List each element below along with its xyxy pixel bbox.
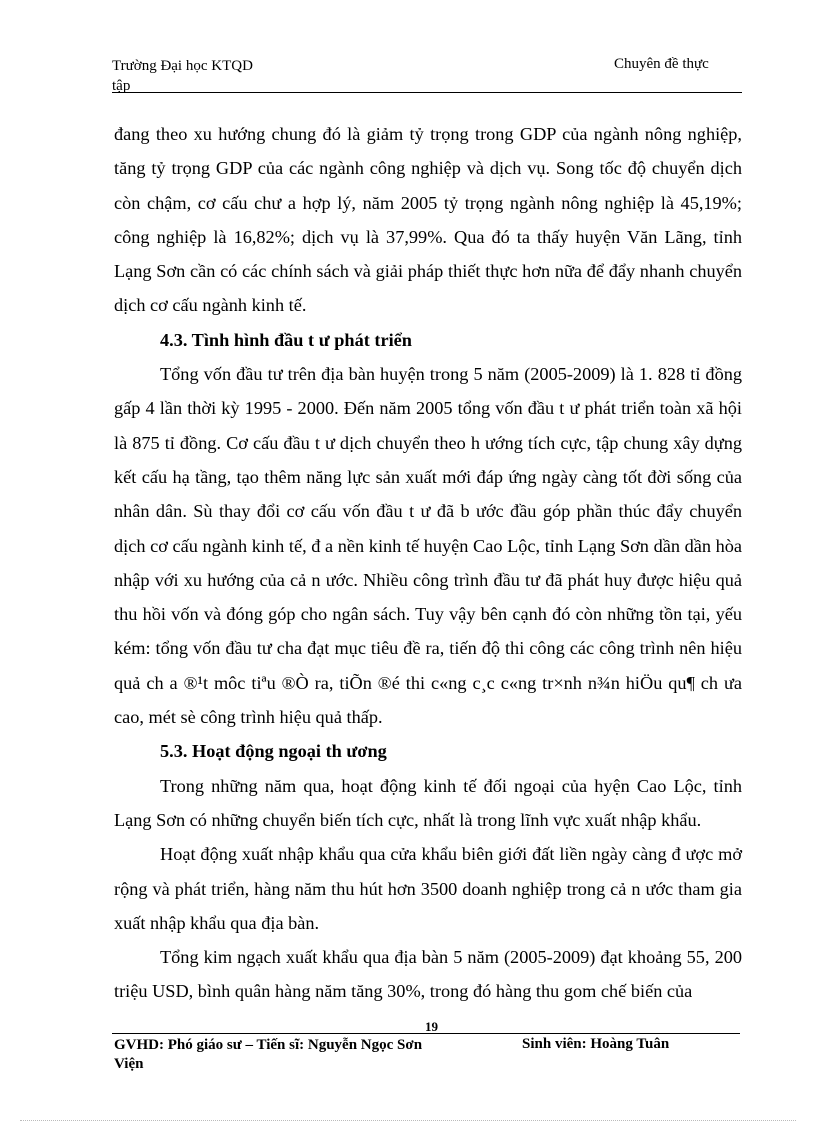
paragraph-investment: Tổng vốn đầu tư trên địa bàn huyện trong 5 năm (2005-2009) là 1. 828 tỉ đồng gấp 4 lần thời kỳ 1995 - 2000. Đến năm 2005 tổng vốn đầu t ư phát triển toàn xã hội là 875 tỉ đồng. Cơ cấu đầu t ư dịch chuyển theo h ướng tích cực, tập chung xây dựng kết cấu hạ tầng, tạo thêm năng lực sản xuất mới đáp ứng ngày càng tốt đời sống của nhân dân. Sù thay đổi cơ cấu vốn đầu t ư đã b ước đầu góp phần thúc đẩy chuyển dịch cơ cấu ngành kinh tế, đ a nền kinh tế huyện Cao Lộc, tỉnh Lạng Sơn dần dần hòa nhập với xu hướng của cả n ước. Nhiều công trình đầu tư đã phát huy được hiệu quả thu hồi vốn và đóng góp cho ngân sách. Tuy vậy bên cạnh đó còn những tồn tại, yếu kém: tổng vốn đầu tư cha đạt mục tiêu đề ra, tiến độ thi công các công trình nên hiệu quả ch a ®¹t môc tiªu ®Ò ra, tiÕn ®é thi c«ng c¸c c«ng tr×nh n¾n hiÖu qu¶ ch ưa cao, mét sè công trình hiệu quả thấp. [114,364,742,728]
paragraph-import-export: Hoạt động xuất nhập khẩu qua cửa khẩu biên giới đất liền ngày càng đ ược mở rộng và phát triển, hàng năm thu hút hơn 3500 doanh nghiệp trong cả n ước tham gia xuất nhập khẩu qua địa bàn. [114,844,742,933]
section-heading-foreign-trade: 5.3. Hoạt động ngoại th ương [160,741,387,762]
footer-supervisor: GVHD: Phó giáo sư – Tiến sĩ: Nguyễn Ngọc Sơn [114,1037,423,1053]
footer-student: Sinh viên: Hoàng Tuân [522,1036,670,1052]
footer-left-continuation: Viện [114,1056,144,1072]
document-body [114,117,742,1009]
footer-divider [112,1033,740,1034]
header-school-name: Trường Đại học KTQD [112,58,253,74]
paragraph-continuation: đang theo xu hướng chung đó là giảm tỷ trọng trong GDP của ngành nông nghiệp, tăng tỷ trọng GDP của các ngành công nghiệp và dịch vụ. Song tốc độ chuyển dịch còn chậm, cơ cấu chư a hợp lý, năm 2005 tỷ trọng ngành nông nghiệp là 45,19%; công nghiệp là 16,82%; dịch vụ là 37,99%. Qua đó ta thấy huyện Văn Lãng, tỉnh Lạng Sơn cần có các chính sách và giải pháp thiết thực hơn nữa để đẩy nhanh chuyển dịch cơ cấu ngành kinh tế. [114,124,742,316]
paragraph-foreign-trade-intro: Trong những năm qua, hoạt động kinh tế đối ngoại của hyện Cao Lộc, tỉnh Lạng Sơn có những chuyển biến tích cực, nhất là trong lĩnh vực xuất nhập khẩu. [114,775,742,830]
page-bottom-border [20,1120,796,1121]
header-document-type: Chuyên đề thực [614,56,709,72]
section-heading-investment: 4.3. Tình hình đầu t ư phát triển [160,329,412,350]
paragraph-export-turnover: Tổng kim ngạch xuất khẩu qua địa bàn 5 năm (2005-2009) đạt khoảng 55, 200 triệu USD, bình quân hàng năm tăng 30%, trong đó hàng thu gom chế biến của [114,947,742,1002]
header-left-continuation: tập [112,78,131,94]
header-left [112,56,253,96]
header-divider [112,92,742,93]
page-number: 19 [425,1019,438,1034]
footer-left [114,1036,422,1074]
